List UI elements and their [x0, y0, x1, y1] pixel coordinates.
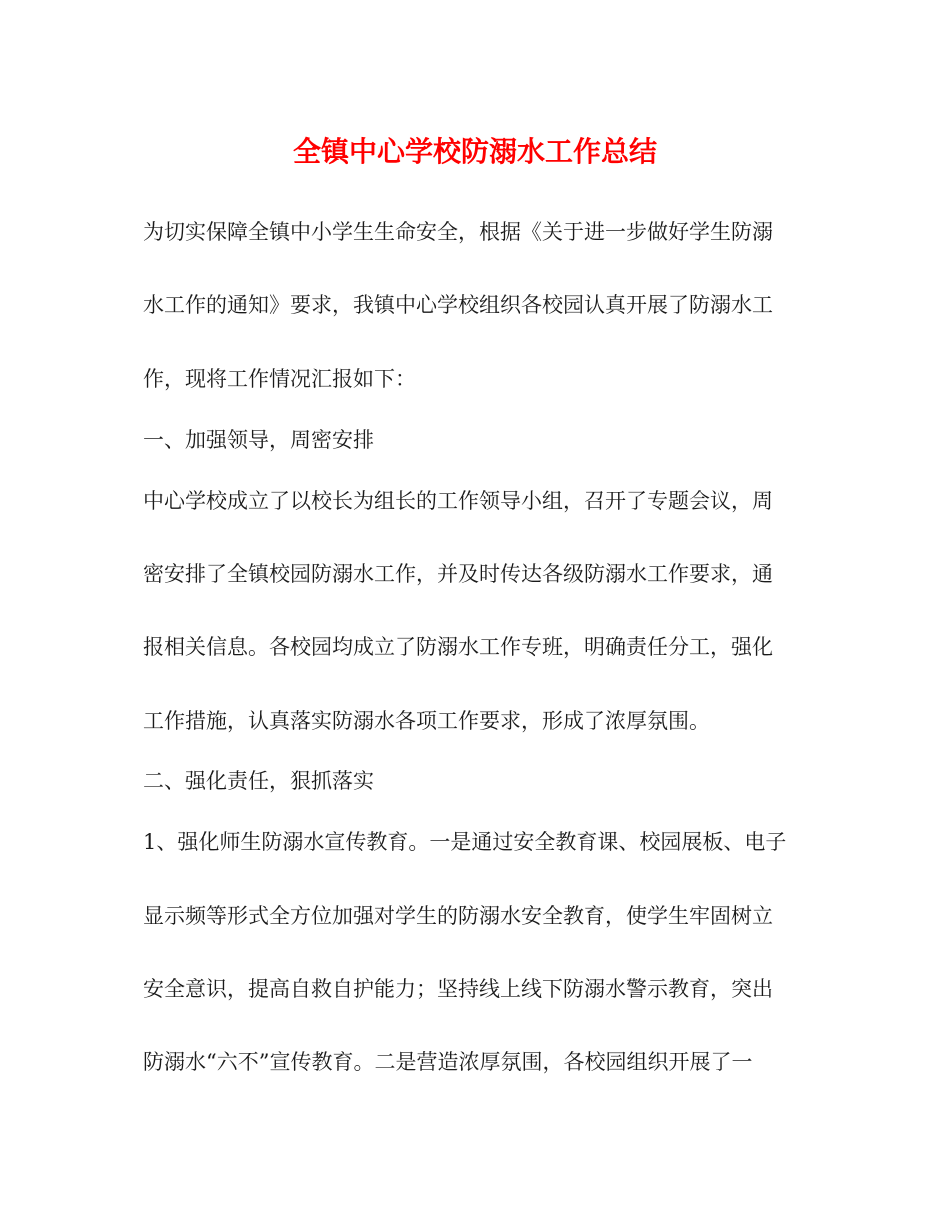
paragraph-line: 水工作的通知》要求，我镇中心学校组织各校园认真开展了防溺水工 — [143, 293, 773, 317]
paragraph-line: 作，现将工作情况汇报如下： — [143, 367, 416, 391]
section-heading: 二、强化责任，狠抓落实 — [143, 769, 374, 793]
document-title: 全镇中心学校防溺水工作总结 — [292, 135, 657, 168]
section-heading: 一、加强领导，周密安排 — [143, 428, 374, 452]
paragraph-line: 为切实保障全镇中小学生生命安全，根据《关于进一步做好学生防溺 — [143, 220, 773, 244]
paragraph-line: 密安排了全镇校园防溺水工作，并及时传达各级防溺水工作要求，通 — [143, 562, 773, 586]
paragraph-line: 防溺水“六不”宣传教育。二是营造浓厚氛围，各校园组织开展了一 — [143, 1050, 753, 1074]
paragraph-line: 工作措施，认真落实防溺水各项工作要求，形成了浓厚氛围。 — [143, 709, 710, 733]
paragraph-line: 安全意识，提高自救自护能力；坚持线上线下防溺水警示教育，突出 — [143, 977, 773, 1001]
paragraph-line: 显示频等形式全方位加强对学生的防溺水安全教育，使学生牢固树立 — [143, 904, 773, 928]
paragraph-line: 报相关信息。各校园均成立了防溺水工作专班，明确责任分工，强化 — [143, 635, 773, 659]
paragraph-line: 中心学校成立了以校长为组长的工作领导小组，召开了专题会议，周 — [143, 489, 773, 513]
paragraph-line: 1、强化师生防溺水宣传教育。一是通过安全教育课、校园展板、电子 — [143, 830, 787, 854]
